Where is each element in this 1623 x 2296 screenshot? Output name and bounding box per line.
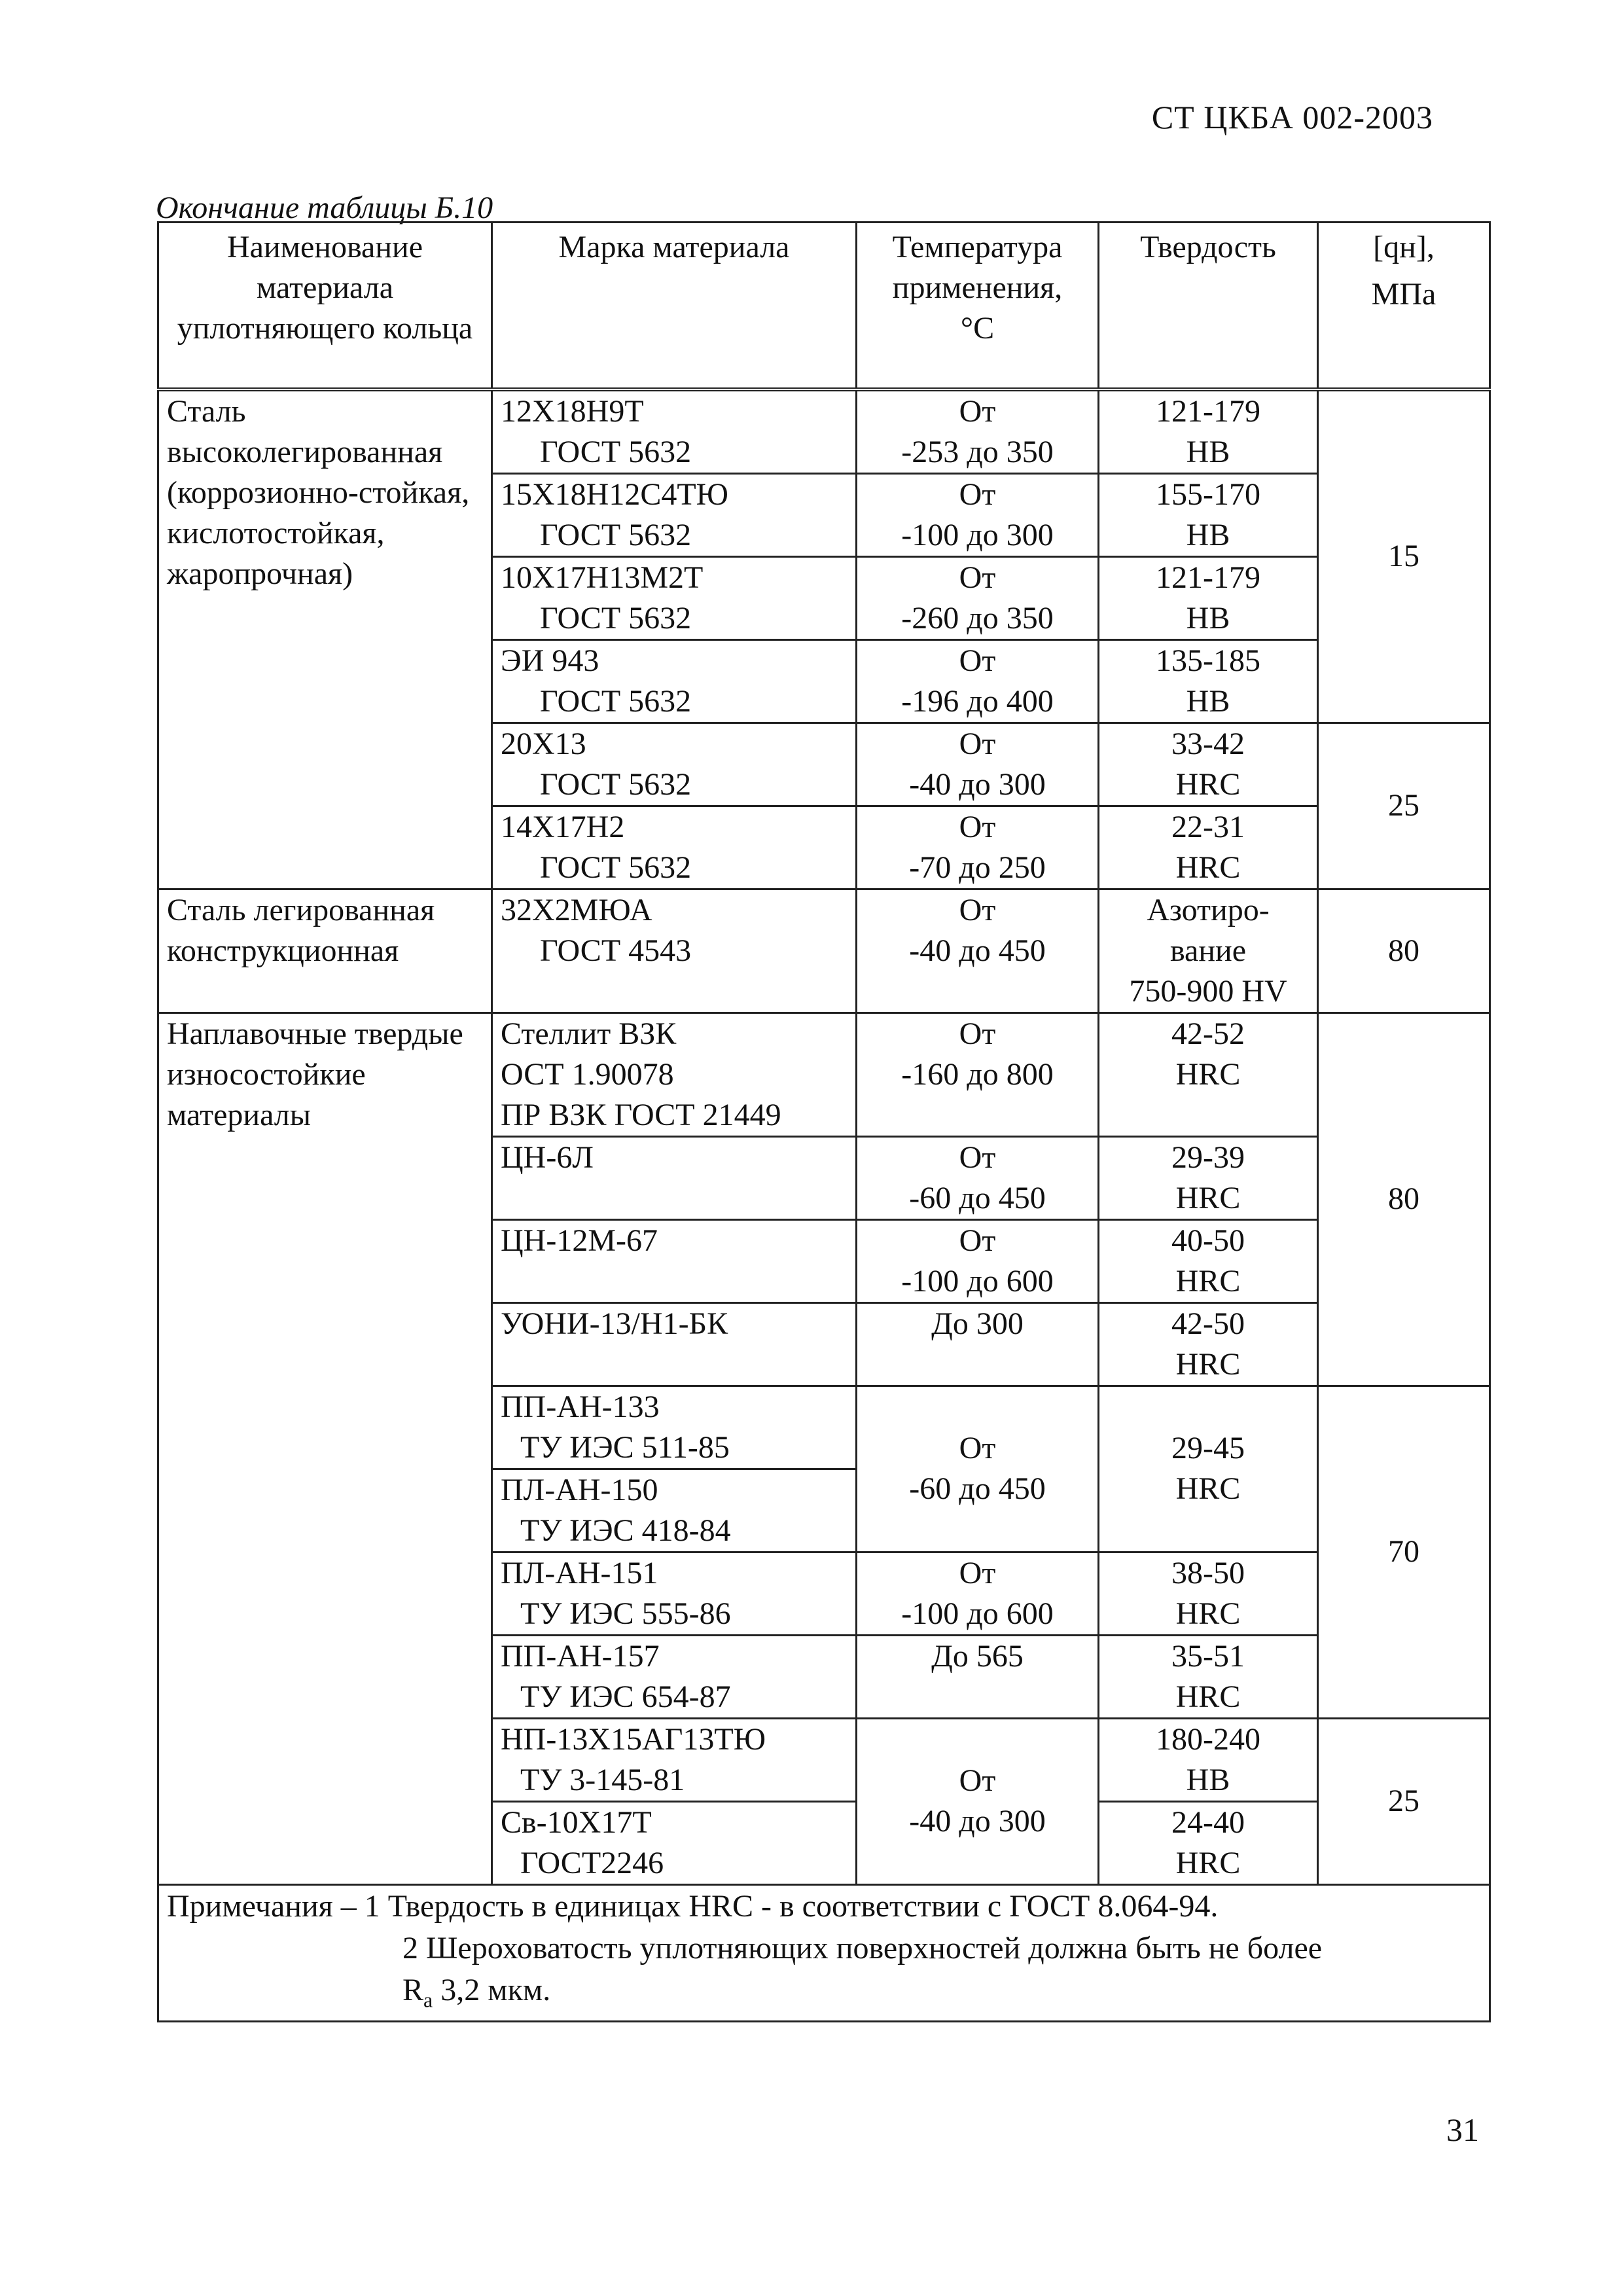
table-row bbox=[158, 389, 1490, 474]
temp-cell bbox=[857, 723, 1099, 806]
temp-line: До 565 bbox=[931, 1638, 1024, 1674]
hardness-unit: HRC bbox=[1175, 766, 1241, 802]
hardness-unit: НВ bbox=[1186, 600, 1230, 636]
standard-line: ГОСТ 5632 bbox=[540, 850, 692, 885]
standard-line: ТУ 3-145-81 bbox=[520, 1762, 685, 1797]
grade-line: 32Х2МЮА bbox=[501, 892, 652, 927]
hardness-unit: HRC bbox=[1175, 1180, 1241, 1215]
temp-range: -40 до 450 bbox=[909, 933, 1046, 968]
grade-line: ЦН-12М-67 bbox=[501, 1223, 658, 1258]
group-name: Сталь высоколегированная (коррозионно-стойкая, кислотостойкая, жаропрочная) bbox=[158, 389, 492, 889]
notes-row bbox=[158, 1884, 1490, 2022]
roughness-subscript: a bbox=[423, 1988, 433, 2012]
temp-range: -40 до 300 bbox=[909, 1804, 1046, 1839]
hardness-cell bbox=[1099, 1552, 1318, 1635]
standard-line: ГОСТ 5632 bbox=[540, 683, 692, 719]
grade-cell bbox=[492, 1718, 857, 1801]
hardness-value: 42-52 bbox=[1171, 1016, 1245, 1051]
hardness-unit: НВ bbox=[1186, 683, 1230, 719]
q-cell: 25 bbox=[1318, 723, 1490, 889]
hardness-value: 40-50 bbox=[1171, 1223, 1245, 1258]
grade-line: ПП-АН-133 bbox=[501, 1389, 660, 1424]
temp-cell bbox=[857, 806, 1099, 889]
hardness-value: 29-45 bbox=[1171, 1431, 1245, 1465]
grade-line: ЭИ 943 bbox=[501, 643, 599, 678]
grade-cell bbox=[492, 889, 857, 1013]
standard-line: ГОСТ 4543 bbox=[540, 933, 692, 968]
standard-line: ОСТ 1.90078 bbox=[501, 1056, 674, 1092]
temp-line: От bbox=[959, 892, 996, 927]
grade-line: ЦН-6Л bbox=[501, 1139, 594, 1175]
hardness-value: 121-179 bbox=[1156, 560, 1260, 595]
grade-line: 10Х17Н13М2Т bbox=[501, 560, 704, 595]
hardness-cell bbox=[1099, 1718, 1318, 1801]
note-line-1: Примечания – 1 Твердость в единицах HRC - в соответствии с ГОСТ 8.064-94. bbox=[167, 1888, 1219, 1924]
hardness-value: 22-31 bbox=[1171, 809, 1245, 844]
hardness-value: 33-42 bbox=[1171, 726, 1245, 761]
grade-cell bbox=[492, 556, 857, 639]
grade-cell bbox=[492, 639, 857, 723]
hardness-value: 750-900 HV bbox=[1129, 973, 1287, 1009]
grade-cell bbox=[492, 1635, 857, 1718]
grade-line: ПП-АН-157 bbox=[501, 1638, 660, 1674]
temp-range: -100 до 600 bbox=[901, 1596, 1054, 1631]
temp-line: От bbox=[959, 1555, 996, 1590]
grade-cell bbox=[492, 1552, 857, 1635]
hardness-value: 29-39 bbox=[1171, 1139, 1245, 1175]
grade-line: ПЛ-АН-150 bbox=[501, 1472, 658, 1507]
temp-cell bbox=[857, 1219, 1099, 1302]
grade-cell bbox=[492, 1219, 857, 1302]
header-temperature-line3: °С bbox=[960, 311, 995, 346]
header-temperature bbox=[857, 223, 1099, 389]
document-code: СТ ЦКБА 002-2003 bbox=[1151, 99, 1433, 135]
temp-range: -196 до 400 bbox=[901, 683, 1054, 719]
standard-line: ТУ ИЭС 555-86 bbox=[520, 1596, 731, 1631]
temp-range: -60 до 450 bbox=[909, 1180, 1046, 1215]
temp-cell bbox=[857, 1136, 1099, 1219]
hardness-cell bbox=[1099, 1136, 1318, 1219]
notes-cell bbox=[158, 1884, 1490, 2022]
temp-range: -260 до 350 bbox=[901, 600, 1054, 636]
temp-line: От bbox=[959, 393, 996, 429]
standard-line: ПР ВЗК ГОСТ 21449 bbox=[501, 1097, 781, 1132]
header-q-line1: [qн], bbox=[1373, 230, 1435, 264]
grade-line: 20Х13 bbox=[501, 726, 586, 761]
hardness-cell bbox=[1099, 473, 1318, 556]
standard-line: ГОСТ2246 bbox=[520, 1845, 664, 1880]
hardness-unit: HRC bbox=[1175, 1263, 1241, 1299]
hardness-unit: HRC bbox=[1175, 1471, 1241, 1506]
temp-line: От bbox=[959, 476, 996, 512]
hardness-cell bbox=[1099, 1302, 1318, 1386]
grade-cell bbox=[492, 1469, 857, 1552]
header-hardness: Твердость bbox=[1099, 223, 1318, 389]
grade-line: ПЛ-АН-151 bbox=[501, 1555, 658, 1590]
temp-line: От bbox=[959, 1431, 996, 1465]
standard-line: ТУ ИЭС 654-87 bbox=[520, 1679, 731, 1714]
note-line-3 bbox=[167, 1969, 1481, 2021]
table-caption: Окончание таблицы Б.10 bbox=[156, 190, 493, 225]
hardness-value: 135-185 bbox=[1156, 643, 1260, 678]
temp-line: От bbox=[959, 1223, 996, 1258]
temp-line: От bbox=[959, 1016, 996, 1051]
roughness-value: 3,2 мкм. bbox=[433, 1972, 551, 2007]
hardness-unit: HRC bbox=[1175, 1346, 1241, 1382]
hardness-cell bbox=[1099, 639, 1318, 723]
grade-cell bbox=[492, 1013, 857, 1136]
temp-range: -70 до 250 bbox=[909, 850, 1046, 885]
grade-cell bbox=[492, 723, 857, 806]
hardness-value: 24-40 bbox=[1171, 1804, 1245, 1840]
hardness-value: Азотиро- bbox=[1147, 892, 1270, 927]
temp-line: От bbox=[959, 560, 996, 595]
grade-cell bbox=[492, 473, 857, 556]
hardness-value: вание bbox=[1169, 933, 1246, 968]
temp-cell bbox=[857, 1552, 1099, 1635]
temp-line: От bbox=[959, 643, 996, 678]
group-name: Сталь легированная конструкционная bbox=[158, 889, 492, 1013]
hardness-unit: НВ bbox=[1186, 434, 1230, 469]
temp-range: -100 до 300 bbox=[901, 517, 1054, 552]
standard-line: ГОСТ 5632 bbox=[540, 517, 692, 552]
group-name: Наплавочные твердые износостойкие материалы bbox=[158, 1013, 492, 1884]
temp-range: -253 до 350 bbox=[901, 434, 1054, 469]
temp-line: От bbox=[959, 809, 996, 844]
header-temperature-line1: Температура bbox=[892, 230, 1063, 264]
hardness-unit: HRC bbox=[1175, 1679, 1241, 1714]
hardness-cell bbox=[1099, 556, 1318, 639]
grade-cell bbox=[492, 1136, 857, 1219]
hardness-cell bbox=[1099, 1801, 1318, 1884]
hardness-value: 121-179 bbox=[1156, 393, 1260, 429]
temp-cell bbox=[857, 1302, 1099, 1386]
header-q bbox=[1318, 223, 1490, 389]
temp-line: От bbox=[959, 1139, 996, 1175]
q-cell: 70 bbox=[1318, 1386, 1490, 1718]
grade-line: 14Х17Н2 bbox=[501, 809, 625, 844]
temp-cell bbox=[857, 389, 1099, 474]
hardness-value: 180-240 bbox=[1156, 1721, 1260, 1757]
header-material-name: Наименование материала уплотняющего кольца bbox=[158, 223, 492, 389]
temp-cell bbox=[857, 1718, 1099, 1884]
hardness-unit: HRC bbox=[1175, 850, 1241, 885]
temp-cell bbox=[857, 639, 1099, 723]
standard-line: ГОСТ 5632 bbox=[540, 766, 692, 802]
temp-range: -160 до 800 bbox=[901, 1056, 1054, 1092]
hardness-value: 38-50 bbox=[1171, 1555, 1245, 1590]
hardness-unit: HRC bbox=[1175, 1056, 1241, 1092]
grade-cell bbox=[492, 389, 857, 474]
hardness-value: 42-50 bbox=[1171, 1306, 1245, 1341]
grade-line: Св-10Х17Т bbox=[501, 1804, 652, 1840]
grade-cell bbox=[492, 1302, 857, 1386]
hardness-cell bbox=[1099, 389, 1318, 474]
grade-line: Стеллит ВЗК bbox=[501, 1016, 677, 1051]
header-q-line2: МПа bbox=[1371, 277, 1436, 312]
grade-line: 15Х18Н12С4ТЮ bbox=[501, 476, 728, 512]
standard-line: ГОСТ 5632 bbox=[540, 600, 692, 636]
grade-line: 12Х18Н9Т bbox=[501, 393, 644, 429]
header-temperature-line2: применения, bbox=[892, 270, 1063, 305]
standard-line: ТУ ИЭС 418-84 bbox=[520, 1513, 731, 1548]
temp-cell bbox=[857, 889, 1099, 1013]
standard-line: ТУ ИЭС 511-85 bbox=[520, 1429, 730, 1465]
roughness-symbol: R bbox=[402, 1972, 424, 2007]
temp-range: -60 до 450 bbox=[909, 1471, 1046, 1506]
q-cell: 25 bbox=[1318, 1718, 1490, 1884]
materials-table bbox=[157, 221, 1491, 2022]
table-header-row bbox=[158, 223, 1490, 389]
temp-cell bbox=[857, 1635, 1099, 1718]
temp-line: От bbox=[959, 1763, 996, 1798]
temp-cell bbox=[857, 1386, 1099, 1552]
standard-line: ГОСТ 5632 bbox=[540, 434, 692, 469]
header-material-grade: Марка материала bbox=[492, 223, 857, 389]
table-row bbox=[158, 1013, 1490, 1136]
temp-range: -40 до 300 bbox=[909, 766, 1046, 802]
q-cell: 15 bbox=[1318, 389, 1490, 723]
temp-cell bbox=[857, 1013, 1099, 1136]
q-cell: 80 bbox=[1318, 1013, 1490, 1386]
temp-cell bbox=[857, 473, 1099, 556]
temp-line: От bbox=[959, 726, 996, 761]
hardness-cell bbox=[1099, 723, 1318, 806]
grade-cell bbox=[492, 1386, 857, 1469]
hardness-cell bbox=[1099, 1635, 1318, 1718]
grade-line: УОНИ-13/Н1-БК bbox=[501, 1306, 728, 1341]
q-cell: 80 bbox=[1318, 889, 1490, 1013]
hardness-unit: НВ bbox=[1186, 517, 1230, 552]
temp-line: До 300 bbox=[931, 1306, 1024, 1341]
grade-cell bbox=[492, 806, 857, 889]
page-number: 31 bbox=[1446, 2111, 1479, 2148]
temp-range: -100 до 600 bbox=[901, 1263, 1054, 1299]
hardness-cell bbox=[1099, 806, 1318, 889]
hardness-cell bbox=[1099, 1013, 1318, 1136]
grade-line: НП-13Х15АГ13ТЮ bbox=[501, 1721, 766, 1757]
hardness-cell bbox=[1099, 1386, 1318, 1552]
hardness-unit: HRC bbox=[1175, 1596, 1241, 1631]
hardness-cell bbox=[1099, 889, 1318, 1013]
table-row bbox=[158, 889, 1490, 1013]
grade-cell bbox=[492, 1801, 857, 1884]
hardness-value: 35-51 bbox=[1171, 1638, 1245, 1674]
hardness-value: 155-170 bbox=[1156, 476, 1260, 512]
note-line-2: 2 Шероховатость уплотняющих поверхностей должна быть не более bbox=[402, 1930, 1323, 1965]
hardness-cell bbox=[1099, 1219, 1318, 1302]
temp-cell bbox=[857, 556, 1099, 639]
hardness-unit: НВ bbox=[1186, 1762, 1230, 1797]
hardness-unit: HRC bbox=[1175, 1845, 1241, 1880]
